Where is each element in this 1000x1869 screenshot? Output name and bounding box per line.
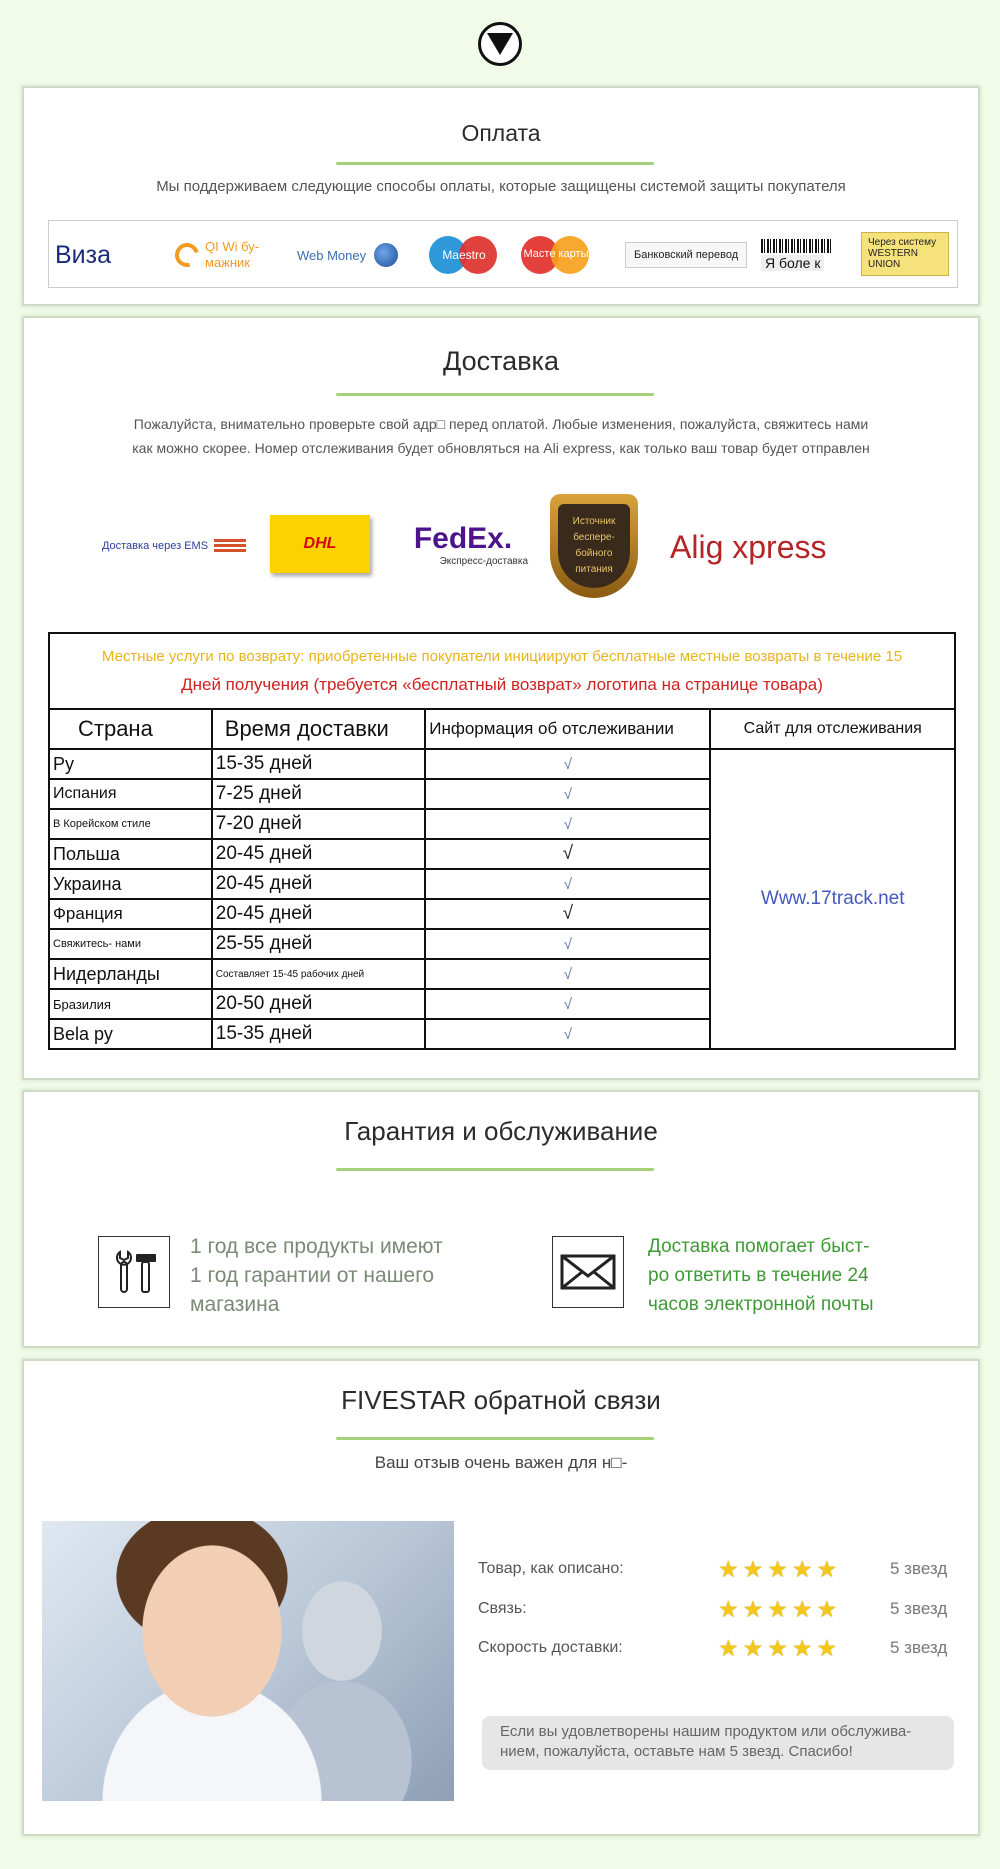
rating-label: Товар, как описано: (478, 1560, 624, 1577)
check-icon: √ (425, 749, 710, 779)
fedex-logo (398, 520, 528, 568)
barcode-logo (761, 221, 833, 289)
delivery-instructions-line1: Пожалуйста, внимательно проверьте свой адр□ перед оплатой. Любые изменения, пожалуйста, свяжитесь нами (133, 416, 869, 432)
feedback-subtitle: Ваш отзыв очень важен для н□- (374, 1453, 628, 1472)
header-delivery-time: Время доставки (212, 709, 425, 749)
row-time: 7-20 дней (212, 809, 425, 839)
payment-methods-strip (48, 220, 958, 288)
barcode-icon (761, 239, 833, 253)
shipping-table (48, 632, 956, 1050)
dhl-logo (270, 515, 370, 573)
support-text: Доставка помогает быст- ро ответить в течение 24 часов электронной почты (648, 1236, 874, 1315)
star-icon: ★ (742, 1595, 764, 1622)
check-icon: √ (425, 869, 710, 899)
row-country: Украина (49, 869, 212, 899)
webmoney-logo (297, 221, 398, 289)
payment-title-underline (336, 162, 654, 165)
fedex-sublabel: Экспресс-доставка (439, 555, 528, 567)
tracking-site-cell (710, 749, 955, 1049)
row-time: 20-45 дней (212, 869, 425, 899)
star-icon: ★ (791, 1634, 813, 1661)
fedex-label: FedEx. (413, 521, 513, 555)
visa-logo (55, 221, 111, 289)
maestro-label: Maestro (442, 248, 486, 262)
star-rating (718, 1596, 870, 1623)
qiwi-label-line2: мажник (205, 255, 250, 270)
table-header-row (49, 709, 955, 749)
aliexpress-logo (670, 524, 850, 570)
row-time: 7-25 дней (212, 779, 425, 809)
row-country: Испания (49, 779, 212, 809)
rating-row (478, 1633, 958, 1663)
star-icon: ★ (718, 1634, 739, 1661)
star-icon: ★ (816, 1555, 838, 1582)
row-country: Bela ру (49, 1019, 212, 1049)
star-icon: ★ (718, 1555, 739, 1582)
row-country: Бразилия (49, 989, 212, 1019)
delivery-title: Доставка (443, 346, 559, 376)
rating-row (478, 1594, 958, 1624)
shield-logo (550, 494, 638, 598)
row-country: Ру (49, 749, 212, 779)
mastercard-label: Масте карты (523, 248, 589, 260)
delivery-instructions (24, 412, 978, 460)
maestro-logo (429, 221, 499, 289)
qiwi-logo (175, 221, 259, 289)
row-country: Нидерланды (49, 959, 212, 989)
header-country: Страна (49, 709, 212, 749)
star-icon: ★ (742, 1634, 764, 1661)
check-icon: √ (425, 809, 710, 839)
support-operator-photo (42, 1521, 454, 1801)
return-notice-red: Дней получения (требуется «бесплатный возврат» логотипа на странице товара) (181, 674, 823, 694)
western-union-label: Через систему WESTERN UNION (868, 237, 937, 270)
rating-value: 5 звезд (890, 1559, 948, 1578)
check-icon: √ (425, 959, 710, 989)
ems-stripes-icon (214, 539, 246, 553)
row-time: Составляет 15-45 рабочих дней (212, 959, 425, 989)
rating-label: Скорость доставки: (478, 1639, 623, 1656)
row-time: 20-50 дней (212, 989, 425, 1019)
star-icon: ★ (791, 1595, 813, 1622)
row-country: Франция (49, 899, 212, 929)
row-country: В Корейском стиле (49, 809, 212, 839)
qiwi-label (205, 239, 259, 271)
rating-value: 5 звезд (890, 1638, 948, 1657)
star-rating (718, 1556, 870, 1583)
star-icon: ★ (816, 1595, 838, 1622)
star-icon: ★ (718, 1595, 739, 1622)
tracking-site-link[interactable]: Www.17track.net (760, 888, 905, 909)
rating-row (478, 1554, 958, 1584)
western-union-logo (861, 232, 949, 276)
rating-value: 5 звезд (890, 1599, 948, 1618)
payment-panel (22, 86, 980, 306)
ems-label: Доставка через EMS (101, 540, 209, 552)
row-country: Польша (49, 839, 212, 869)
warranty-text: 1 год все продукты имеют 1 год гарантии от нашего магазина (190, 1235, 443, 1316)
star-icon: ★ (767, 1595, 788, 1622)
check-icon: √ (425, 899, 710, 929)
feedback-title: FIVESTAR обратной связи (341, 1385, 661, 1415)
row-time: 20-45 дней (212, 899, 425, 929)
delivery-title-underline (336, 393, 654, 396)
return-notice (49, 633, 955, 709)
star-icon: ★ (816, 1634, 838, 1661)
rating-label: Связь: (478, 1600, 527, 1617)
scroll-down-button[interactable] (478, 22, 522, 66)
check-icon: √ (425, 1019, 710, 1049)
header-tracking-info: Информация об отслеживании (425, 709, 710, 749)
delivery-instructions-line2: как можно скорее. Номер отслеживания будет обновляться на Ali express, как только ваш товар будет отправлен (132, 440, 870, 456)
guarantee-panel (22, 1090, 980, 1348)
bank-transfer-badge (625, 242, 747, 268)
guarantee-title: Гарантия и обслуживание (344, 1116, 658, 1146)
star-icon: ★ (767, 1634, 788, 1661)
row-time: 20-45 дней (212, 839, 425, 869)
check-icon: √ (425, 989, 710, 1019)
mastercard-logo (521, 221, 591, 289)
tools-icon (98, 1236, 170, 1308)
guarantee-title-underline (336, 1168, 654, 1171)
payment-title: Оплата (461, 120, 541, 146)
visa-label: Виза (55, 240, 112, 269)
qiwi-label-line1: QI Wi бу- (205, 239, 260, 254)
feedback-panel (22, 1359, 980, 1836)
row-country: Свяжитесь- нами (49, 929, 212, 959)
arrow-down-icon (487, 33, 513, 55)
row-time: 25-55 дней (212, 929, 425, 959)
check-icon: √ (425, 779, 710, 809)
envelope-icon (552, 1236, 624, 1308)
payment-subtitle: Мы поддерживаем следующие способы оплаты, которые защищены системой защиты покупателя (156, 178, 846, 195)
row-time: 15-35 дней (212, 1019, 425, 1049)
globe-icon (374, 243, 398, 267)
return-notice-yellow: Местные услуги по возврату: приобретенные покупатели инициируют бесплатные местные возвраты в течение 15 (101, 647, 903, 665)
feedback-message: Если вы удовлетворены нашим продуктом или обслужива- нием, пожалуйста, оставьте нам 5 звезд. Спасибо! (482, 1716, 954, 1770)
aliexpress-label: Alig xpress (670, 528, 827, 565)
webmoney-label: Web Money (297, 247, 367, 263)
table-row (49, 749, 955, 779)
barcode-label: Я боле к (761, 255, 824, 271)
bank-transfer-label: Банковский перевод (634, 249, 739, 261)
delivery-panel (22, 316, 980, 1080)
row-time: 15-35 дней (212, 749, 425, 779)
check-icon: √ (425, 839, 710, 869)
return-notice-row (49, 633, 955, 709)
check-icon: √ (425, 929, 710, 959)
dhl-label: DHL (303, 535, 337, 552)
star-icon: ★ (791, 1555, 813, 1582)
star-rating (718, 1635, 870, 1662)
star-icon: ★ (742, 1555, 764, 1582)
shield-label: Источник беспере- бойного питания (558, 504, 630, 588)
star-icon: ★ (767, 1555, 788, 1582)
feedback-title-underline (336, 1437, 654, 1440)
header-tracking-site: Сайт для отслеживания (710, 709, 955, 749)
qiwi-icon (171, 239, 204, 272)
ems-logo (84, 525, 264, 567)
